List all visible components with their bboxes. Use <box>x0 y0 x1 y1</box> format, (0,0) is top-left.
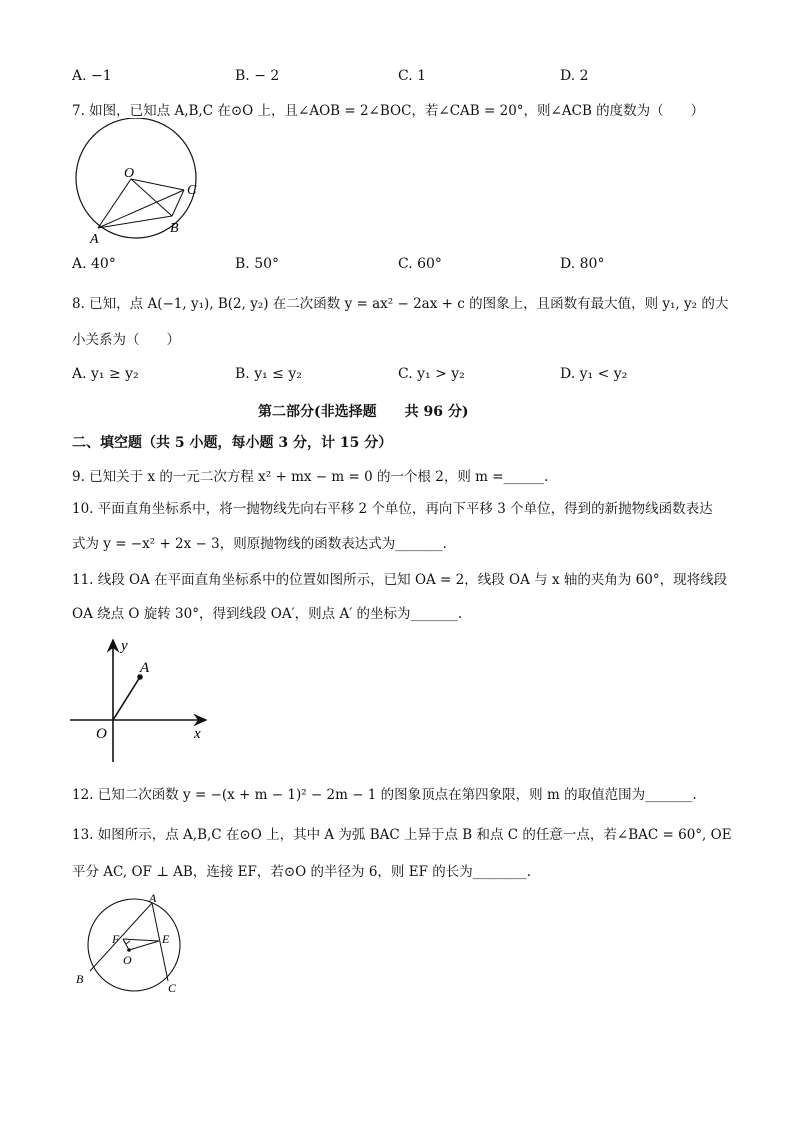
q13-question-line1: 13. 如图所示，点 A,B,C 在⊙O 上，其中 A 为弧 BAC 上异于点 B 和点 C 的任意一点，若∠BAC = 60°, OE <box>72 827 732 843</box>
q11-label-y: y <box>121 638 128 654</box>
q7-label-a: A <box>90 232 99 247</box>
q8-option-c: C. y₁ > y₂ <box>398 366 465 382</box>
q7-option-c: C. 60° <box>398 256 442 272</box>
q11-label-o: O <box>96 726 107 742</box>
q11-axes-figure <box>66 634 216 764</box>
q7-option-d: D. 80° <box>560 256 605 272</box>
q7-label-c: C <box>187 183 197 198</box>
q6-option-d: D. 2 <box>560 68 589 84</box>
q13-label-c: C <box>168 981 177 995</box>
q13-circle-figure <box>72 893 202 1003</box>
q11-question-line2: OA 绕点 O 旋转 30°，得到线段 OA′，则点 A′ 的坐标为_______. <box>72 606 463 622</box>
q10-question-line1: 10. 平面直角坐标系中，将一抛物线先向右平移 2 个单位，再向下平移 3 个单位，得到的新抛物线函数表达 <box>72 501 713 517</box>
q13-label-e: E <box>162 932 170 946</box>
q13-label-f: F <box>112 932 120 946</box>
q8-question-line2: 小关系为（ ） <box>72 332 180 348</box>
q6-option-b: B. − 2 <box>235 68 280 84</box>
q11-question-line1: 11. 线段 OA 在平面直角坐标系中的位置如图所示，已知 OA = 2，线段 OA 与 x 轴的夹角为 60°，现将线段 <box>72 572 728 588</box>
q13-label-b: B <box>76 972 84 986</box>
q11-label-x: x <box>194 726 201 742</box>
q8-option-b: B. y₁ ≤ y₂ <box>235 366 302 382</box>
q6-option-c: C. 1 <box>398 68 427 84</box>
section2-title: 二、填空题（共 5 小题，每小题 3 分，计 15 分） <box>72 435 393 451</box>
q7-option-a: A. 40° <box>72 256 116 272</box>
q10-question-line2: 式为 y = −x² + 2x − 3，则原抛物线的函数表达式为_______. <box>72 536 447 552</box>
q8-option-a: A. y₁ ≥ y₂ <box>72 366 139 382</box>
q7-option-b: B. 50° <box>235 256 280 272</box>
q9-question: 9. 已知关于 x 的一元二次方程 x² + mx − m = 0 的一个根 2，则 m =______. <box>72 469 549 485</box>
q11-label-a: A <box>140 660 150 676</box>
q7-label-o: O <box>124 166 135 181</box>
q8-question-line1: 8. 已知，点 A(−1, y₁), B(2, y₂) 在二次函数 y = ax² − 2ax + c 的图象上，且函数有最大值，则 y₁, y₂ 的大 <box>72 296 729 312</box>
q13-label-a: A <box>149 893 157 905</box>
q7-label-b: B <box>170 221 179 236</box>
q7-question: 7. 如图，已知点 A,B,C 在⊙O 上，且∠AOB = 2∠BOC，若∠CAB = 20°，则∠ACB 的度数为（ ） <box>72 103 705 119</box>
q13-question-line2: 平分 AC, OF ⊥ AB，连接 EF，若⊙O 的半径为 6，则 EF 的长为________. <box>72 864 532 880</box>
q7-circle-figure <box>66 118 206 248</box>
q8-option-d: D. y₁ < y₂ <box>560 366 628 382</box>
q13-label-o: O <box>123 953 132 967</box>
part2-title: 第二部分(非选择题 共 96 分) <box>258 404 469 420</box>
q12-question: 12. 已知二次函数 y = −(x + m − 1)² − 2m − 1 的图象顶点在第四象限，则 m 的取值范围为_______. <box>72 787 697 803</box>
q6-option-a: A. −1 <box>72 68 112 84</box>
